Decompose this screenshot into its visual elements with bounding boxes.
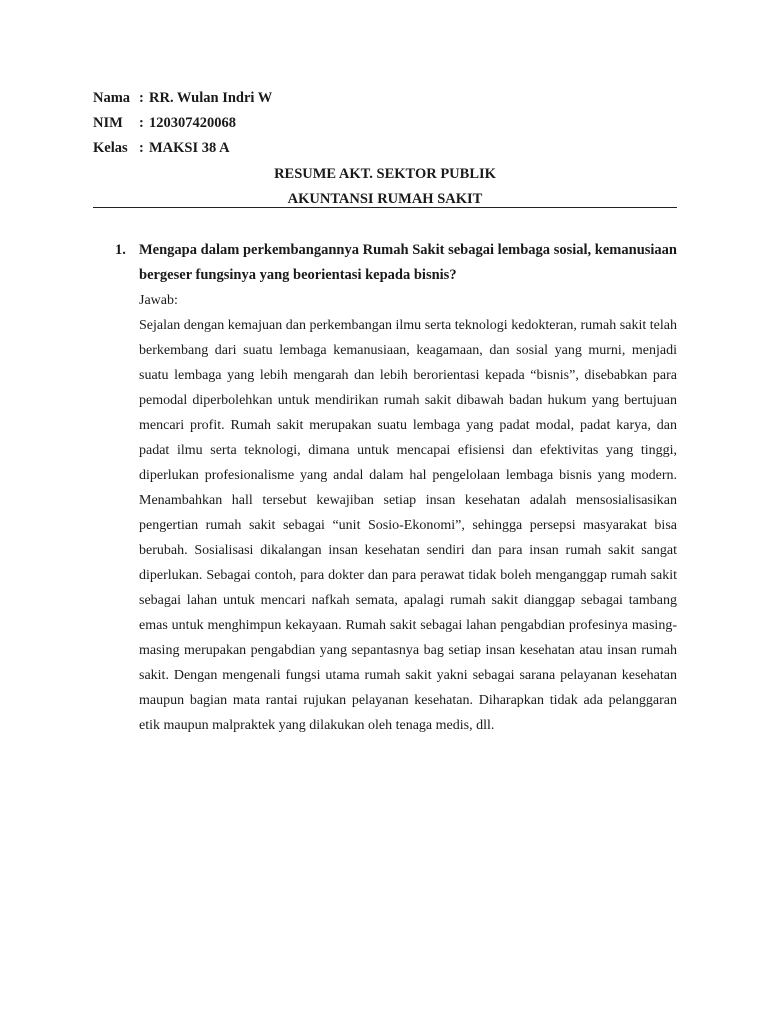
name-value: RR. Wulan Indri W [149, 90, 273, 106]
nim-row [93, 111, 272, 136]
question-item [93, 238, 677, 738]
nim-separator: : [139, 115, 144, 131]
name-label: Nama [93, 90, 131, 106]
name-separator: : [139, 90, 144, 106]
kelas-label: Kelas [93, 140, 128, 156]
title-line-2: AKUNTANSI RUMAH SAKIT [287, 191, 483, 207]
name-row [93, 86, 272, 111]
question-list [93, 238, 677, 738]
kelas-separator: : [139, 140, 144, 156]
question-number: 1. [115, 242, 126, 258]
kelas-value: MAKSI 38 A [149, 140, 230, 156]
kelas-row [93, 136, 272, 161]
student-info [93, 86, 272, 161]
answer-text: Sejalan dengan kemajuan dan perkembangan ilmu serta teknologi kedokteran, rumah sakit telah berkembang dari suatu lembaga kemanusiaan, keagamaan, dan sosial yang murni, menjadi suatu lembaga yang lebih mengarah dan lebih berorientasi kepada “bisnis”, disebabkan para pemodal diperbolehkan untuk mendirikan rumah sakit dibawah badan hukum yang bertujuan mencari profit. Rumah sakit merupakan suatu lembaga yang padat modal, padat karya, dan padat ilmu serta teknologi, dimana untuk mencapai efisiensi dan efektivitas yang tinggi, diperlukan profesionalisme yang andal dalam hal pengelolaan lembaga bisnis yang modern. Menambahkan hall tersebut kewajiban setiap insan kesehatan adalah mensosialisasikan pengertian rumah sakit sebagai “unit Sosio-Ekonomi”, sehingga persepsi masyarakat bisa berubah. Sosialisasi dikalangan insan kesehatan sendiri dan para insan rumah sakit sangat diperlukan. Sebagai contoh, para dokter dan para perawat tidak boleh menganggap rumah sakit sebagai lahan untuk mencari nafkah semata, apalagi rumah sakit dianggap sebagai tambang emas untuk menghimpun kekayaan. Rumah sakit sebagai lahan pengabdian profesinya masing-masing merupakan pengabdian yang sepantasnya bag setiap insan kesehatan atau insan rumah sakit. Dengan mengenali fungsi utama rumah sakit yakni sebagai sarana pelayanan kesehatan maupun bagian mata rantai rujukan pelayanan kesehatan. Diharapkan tidak ada pelanggaran etik maupun malpraktek yang dilakukan oleh tenaga medis, dll. [139, 318, 677, 733]
nim-label: NIM [93, 115, 123, 131]
question-text: Mengapa dalam perkembangannya Rumah Sakit sebagai lembaga sosial, kemanusiaan bergeser fungsinya yang beorientasi kepada bisnis? [139, 242, 677, 283]
answer-label: Jawab: [139, 293, 178, 308]
nim-value: 120307420068 [149, 115, 236, 131]
title-divider [93, 207, 677, 208]
document-titles [93, 162, 677, 212]
title-line-1: RESUME AKT. SEKTOR PUBLIK [274, 166, 496, 182]
